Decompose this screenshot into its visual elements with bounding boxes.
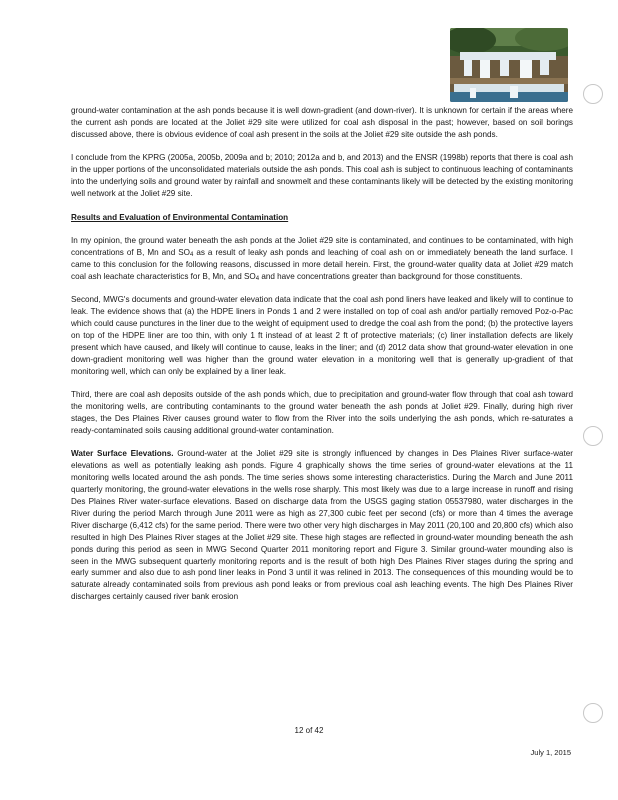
document-body: [71, 105, 573, 615]
paragraph-water-surface: Water Surface Elevations. Ground-water at the Joliet #29 site is strongly influenced by changes in Des Plaines River surface-water elevations as well as potentially leaking ash ponds. Figure 4 graphically shows the time series of ground-water elevations at the 11 monitoring wells located around the ash ponds. The time series shows some interesting characteristics. During the March and June 2011 quarterly monitoring, the ground-water elevations in the wells rose sharply. This most likely was due to a large increase in runoff and rising Des Plaines River water-surface elevations. Based on discharge data from the USGS gaging station 05537980, water discharges in the River during the period March through June 2011 were as high as 27,300 cubic feet per second (cfs) or more than 4 times the average River discharge (6,412 cfs) for the same period. There were two other very high discharges in May 2011 (20,100 and 20,800 cfs) which also resulted in high Des Plaines River stages at the Joliet #29 site. These high stages are reflected in ground-water mounding beneath the ash ponds during this period as seen in MWG Second Quarter 2011 monitoring report and Figure 3. Similar ground-water mounding also is seen in the MWG subsequent quarterly monitoring reports and is the result of both high Des Plaines River stages during the spring and early summer and also due to ash pond liner leaks in Pond 3 until it was relined in 2013. The consequences of this mounding would be to saturate already contaminated soils from previous ash pond leaks or from previous coal ash leaching events. The high Des Plaines River discharges certainly caused river bank erosion: [71, 449, 573, 602]
paragraph-ash-ponds: ground-water contamination at the ash ponds because it is well down-gradient (and down-river). It is unknown for certain if the areas where the current ash ponds are located at the Joliet #29 site were utilized for coal ash disposal in the past; however, based on soil borings discussed above, there is obvious evidence of coal ash present in the soils at the Joliet #29 site outside the ash ponds.: [71, 106, 573, 139]
page-number: 12 of 42: [294, 726, 324, 735]
paragraph-third: Third, there are coal ash deposits outside of the ash ponds which, due to precipitation and ground-water flow through that coal ash toward the monitoring wells, are contributing contaminants to the ground water beneath the ash ponds at Joliet #29. Finally, during high river stages, the Des Plaines River causes ground water to flow from the River into the soils underlying the ash ponds, which re-saturates a ready-contaminated soils causing additional ground-water contamination.: [71, 390, 573, 435]
punch-hole-bottom: [583, 703, 603, 723]
paragraph-conclusion: I conclude from the KPRG (2005a, 2005b, 2009a and b; 2010; 2012a and b, and 2013) and the ENSR (1998b) reports that there is coal ash in the upper portions of the unconsolidated materials outside the ash ponds. This coal ash is subject to continuous leaching of contaminants into the underlying soils and ground water by rainfall and snowmelt and these contaminants likely will be detected by the existing monitoring well network at the Joliet #29 site.: [71, 153, 573, 199]
footer-date: July 1, 2015: [530, 748, 571, 757]
section-heading-results: Results and Evaluation of Environmental Contamination: [71, 212, 289, 222]
run-in-heading-water-surface: Water Surface Elevations.: [71, 449, 174, 459]
waterfall-photo-icon: [450, 28, 568, 102]
punch-hole-middle: [583, 426, 603, 446]
paragraph-second: Second, MWG's documents and ground-water elevation data indicate that the coal ash pond liners have leaked and likely will to continue to leak. The evidence shows that (a) the HDPE liners in Ponds 1 and 2 were installed on top of coal ash and/or partially removed Poz-o-Pac which could cause punctures in the liner due to the weight of equipment used to dredge the coal ash from the pond; (b) the protective layers on top of the HDPE liner are too thin, with only 1 ft instead of at least 2 ft of protective materials; (c) liner installation defects are likely present which have caused, and likely will continue to cause, leaks in the liner; and (d) 2012 data show that ground-water elevation in one down-gradient monitoring well was higher than the ground water elevation in a monitoring well that is generally up-gradient of that monitoring well, which can only be explained by a liner leak.: [71, 295, 573, 376]
paragraph-opinion: In my opinion, the ground water beneath the ash ponds at the Joliet #29 site is contaminated, and continues to be contaminated, with high concentrations of B, Mn and $SO_4$ as a result of leaky ash ponds and leaching of coal ash on or immediately beneath the land surface. I came to this conclusion for the following reasons, discussed in more detail herein. First, the ground-water quality data at Joliet #29 match coal ash leachate characteristics for B, Mn, and $SO_4$ and have concentrations greater than background for those constituents.: [71, 236, 573, 282]
waterfall-logo-icon: [450, 28, 568, 102]
punch-hole-top: [583, 84, 603, 104]
